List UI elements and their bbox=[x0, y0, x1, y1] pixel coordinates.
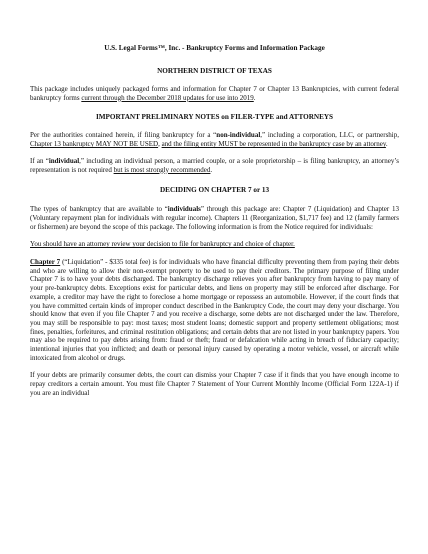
intro-text: This package includes uniquely packaged forms and information for Chapter 7 or Chapter 13 Bankruptcies, with current federal bankruptcy forms bbox=[30, 85, 399, 102]
text-span: If an “ bbox=[30, 156, 49, 165]
text-span: ” through this package are: Chapter 7 (Liquidation) and Chapter 13 (Voluntary repayment plan for individuals with regular income). Chapters 11 (Reorganization, $1,717 fee) and 12 (family farmers or fishermen) are beyond the scope of this package. The following information is from the Notice required for individuals: bbox=[30, 205, 399, 231]
text-span: . bbox=[385, 140, 388, 149]
text-span: The types of bankruptcy that are available to “ bbox=[30, 205, 168, 214]
underlined-text: but is most strongly recommended bbox=[113, 165, 211, 174]
consumer-debts-paragraph: If your debts are primarily consumer debts, the court can dismiss your Chapter 7 case if it finds that you have enough income to repay creditors a certain amount. You must file Chapter 7 Statement of Your Current Monthly Income (Official Form 122A-1) if you are an individual bbox=[30, 371, 399, 397]
text-span: , bbox=[158, 140, 162, 149]
underlined-text: and the filing entity MUST be represented in the bankruptcy case by an attorney bbox=[161, 140, 386, 149]
underlined-text: You should have an attorney review your decision to file for bankruptcy and choice of chapter. bbox=[30, 240, 295, 249]
district-heading: NORTHERN DISTRICT OF TEXAS bbox=[157, 67, 272, 75]
types-paragraph bbox=[30, 205, 399, 231]
intro-underlined-text: current through the December 2018 updates for use into 2019 bbox=[81, 93, 254, 102]
bold-term: non-individual bbox=[216, 131, 261, 140]
chapter7-label: Chapter 7 bbox=[30, 258, 61, 267]
deciding-heading: DECIDING ON CHAPTER 7 or 13 bbox=[159, 186, 270, 195]
text-span: Per the authorities contained herein, if filing bankruptcy for a “ bbox=[30, 131, 217, 140]
non-individual-paragraph bbox=[30, 131, 399, 148]
underlined-text: Chapter 13 bankruptcy MAY NOT BE USED bbox=[30, 140, 159, 149]
bold-term: individuals bbox=[167, 205, 201, 214]
text-span: ,” including a corporation, LLC, or partnership, bbox=[260, 131, 399, 140]
text-span: (“Liquidation” - $335 total fee) is for individuals who have financial difficulty preventing them from paying their debts and who are willing to allow their non-exempt property to be used to pay their creditors. The primary purpose of filing under Chapter 7 is to have your debts discharged. The bankruptcy discharge relieves you after bankruptcy from having to pay many of your pre-bankruptcy debts. Exceptions exist for particular debts, and liens on property may still be enforced after discharge. For example, a creditor may have the right to foreclose a home mortgage or repossess an automobile. However, if the court finds that you have committed certain kinds of improper conduct described in the Bankruptcy Code, the court may deny your discharge. You should know that even if you file Chapter 7 and you receive a discharge, some debts are not discharged under the law. Therefore, you may still be responsible to pay: most taxes; most student loans; domestic support and property settlement obligations; most fines, penalties, forfeitures, and criminal restitution obligations; and certain debts that are not listed in your bankruptcy papers. You may also be required to pay debts arising from: fraud or theft; fraud or defalcation while acting in breach of fiduciary capacity; intentional injuries that you inflicted; and death or personal injury caused by operating a motor vehicle, vessel, or aircraft while intoxicated from alcohol or drugs. bbox=[30, 258, 400, 362]
text-span: . bbox=[210, 165, 213, 174]
individual-paragraph bbox=[30, 157, 399, 174]
preliminary-heading: IMPORTANT PRELIMINARY NOTES on FILER-TYPE and ATTORNEYS bbox=[95, 113, 334, 122]
bold-term: individual bbox=[48, 156, 80, 165]
document-title: U.S. Legal Forms™, Inc. - Bankruptcy Forms and Information Package bbox=[104, 44, 325, 52]
attorney-review-paragraph bbox=[30, 240, 399, 249]
intro-end: . bbox=[253, 93, 256, 102]
intro-paragraph bbox=[30, 85, 399, 102]
text-span: ,” including an individual person, a married couple, or a sole proprietorship – is filing bankruptcy, an attorney’s representation is not required bbox=[30, 156, 399, 174]
chapter7-paragraph bbox=[30, 258, 399, 362]
